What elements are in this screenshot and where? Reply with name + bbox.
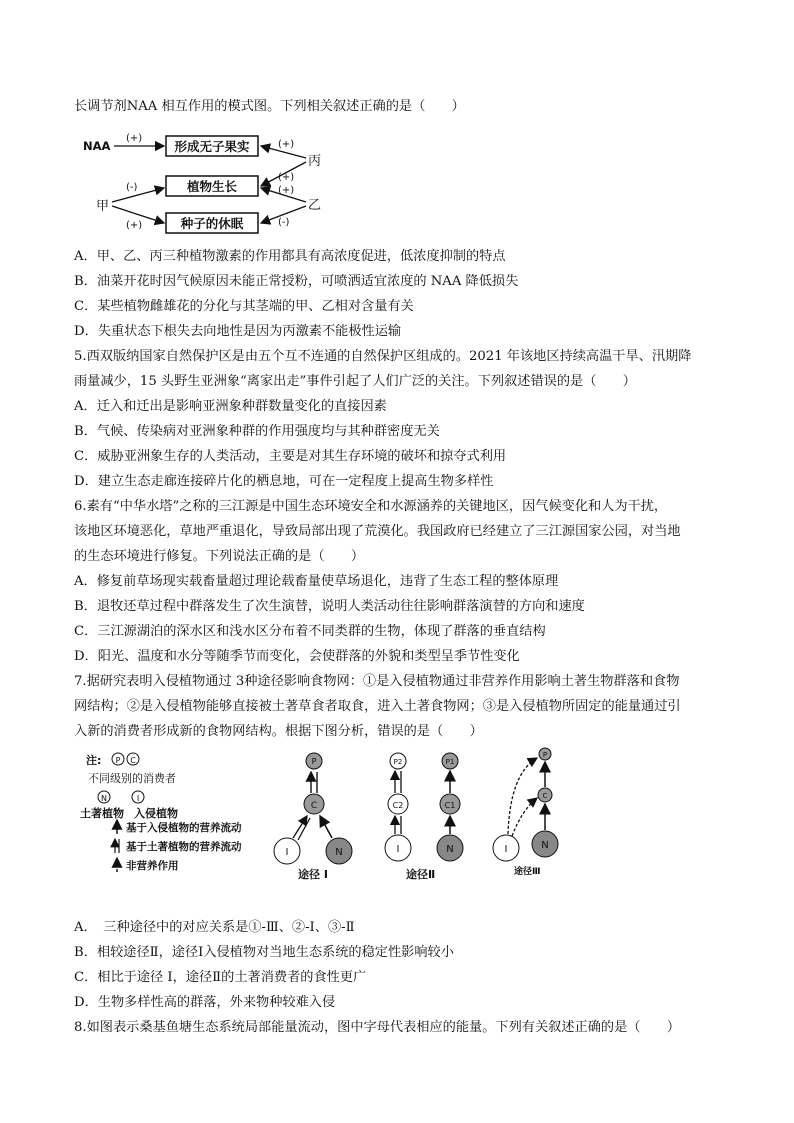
q8-stem: 8.如图表示桑基鱼塘生态系统局部能量流动，图中字母代表相应的能量。下列有关叙述正确的是（ ） bbox=[74, 1020, 681, 1035]
minus-yi: (-) bbox=[278, 217, 290, 228]
q4-option-a: A．甲、乙、丙三种植物激素的作用都具有高浓度促进，低浓度抑制的特点 bbox=[74, 249, 506, 264]
legend-p: P bbox=[115, 756, 121, 765]
plus-naa: (+) bbox=[126, 133, 143, 144]
q5-stem-2: 雨量减少，15 头野生亚洲象“离家出走”事件引起了人们广泛的关注。下列叙述错误的是（ ） bbox=[74, 374, 636, 389]
legend-invasive-flow: 基于入侵植物的营养流动 bbox=[126, 822, 242, 834]
path2-c2: C2 bbox=[392, 801, 404, 810]
path2-c1: C1 bbox=[444, 801, 456, 810]
q4-option-c: C．某些植物雌雄花的分化与其茎端的甲、乙相对含量有关 bbox=[74, 299, 414, 314]
q7-option-c: C．相比于途径 I，途径Ⅱ的土著消费者的食性更广 bbox=[74, 970, 367, 985]
legend-non-trophic: 非营养作用 bbox=[126, 860, 179, 872]
path3-c: C bbox=[542, 792, 548, 800]
note-label: 注: bbox=[86, 754, 102, 767]
q5-option-d: D．建立生态走廊连接碎片化的栖息地，可在一定程度上提高生物多样性 bbox=[74, 474, 494, 489]
legend-c: C bbox=[130, 756, 136, 765]
path2-i: I bbox=[396, 844, 400, 855]
plus-yi: (+) bbox=[278, 185, 295, 196]
path2-p1: P1 bbox=[445, 758, 455, 766]
q6-stem-3: 的生态环境进行修复。下列说法正确的是（ ） bbox=[74, 549, 365, 564]
q4-option-b: B．油菜开花时因气候原因未能正常授粉，可喷洒适宜浓度的 NAA 降低损失 bbox=[74, 274, 519, 289]
q6-stem-1: 6.素有“中华水塔”之称的三江源是中国生态环境安全和水源涵养的关键地区，因气候变化和人为干扰， bbox=[74, 499, 668, 514]
path3-p: P bbox=[542, 751, 548, 759]
path1-n: N bbox=[335, 847, 343, 858]
plus-bing-1: (+) bbox=[278, 139, 295, 150]
path1-c: C bbox=[310, 801, 318, 811]
yi-label: 乙 bbox=[308, 198, 322, 213]
consumer-label: 不同级别的消费者 bbox=[88, 772, 176, 785]
minus-jia: (-) bbox=[126, 182, 138, 193]
q6-option-d: D．阳光、温度和水分等随季节而变化，会使群落的外貌和类型呈季节性变化 bbox=[74, 649, 520, 664]
q6-stem-2: 该地区环境恶化，草地严重退化，导致局部出现了荒漠化。我国政府已经建立了三江源国家公园，对当地 bbox=[74, 524, 681, 539]
q6-option-b: B．退牧还草过程中群落发生了次生演替，说明人类活动往往影响群落演替的方向和速度 bbox=[74, 599, 585, 614]
q6-option-a: A．修复前草场现实载畜量超过理论载畜量使草场退化，违背了生态工程的整体原理 bbox=[74, 574, 559, 589]
legend-native-flow: 基于土著植物的营养流动 bbox=[126, 841, 242, 853]
path2-p2: P2 bbox=[393, 758, 403, 766]
native-plant-label: 土著植物 bbox=[80, 807, 124, 820]
plus-bing-2: (+) bbox=[278, 172, 295, 183]
legend-i: I bbox=[136, 794, 140, 803]
legend-n: N bbox=[101, 794, 107, 803]
path2-n: N bbox=[446, 844, 454, 855]
path3-n: N bbox=[541, 840, 549, 851]
q5-stem-1: 5.西双版纳国家自然保护区是由五个互不连通的自然保护区组成的。2021 年该地区持续高温干旱、汛期降 bbox=[74, 349, 692, 364]
path2-label: 途径Ⅱ bbox=[406, 868, 436, 881]
plus-jia: (+) bbox=[126, 220, 143, 231]
box3-label: 种子的休眠 bbox=[180, 216, 244, 231]
q7-stem-1: 7.据研究表明入侵植物通过 3种途径影响食物网：①是入侵植物通过非营养作用影响土著生物群落和食物 bbox=[74, 674, 680, 689]
food-web-diagram bbox=[74, 744, 574, 886]
path1-i: I bbox=[285, 847, 289, 858]
q7-option-b: B．相较途径Ⅱ，途径Ⅰ入侵植物对当地生态系统的稳定性影响较小 bbox=[74, 945, 454, 960]
q5-option-b: B．气候、传染病对亚洲象种群的作用强度均与其种群密度无关 bbox=[74, 424, 440, 439]
naa-label: NAA bbox=[83, 139, 111, 153]
q4-option-d: D．失重状态下根失去向地性是因为丙激素不能极性运输 bbox=[74, 324, 402, 339]
q7-stem-2: 网结构；②是入侵植物能够直接被土著草食者取食，进入土著食物网；③是入侵植物所固定的能量通过引 bbox=[74, 699, 681, 714]
jia-label: 甲 bbox=[96, 199, 110, 214]
invasive-plant-label: 入侵植物 bbox=[134, 807, 178, 820]
hormone-diagram bbox=[80, 128, 340, 238]
q5-option-a: A．迁入和迁出是影响亚洲象种群数量变化的直接因素 bbox=[74, 399, 387, 414]
path3-label: 途径Ⅲ bbox=[514, 867, 541, 877]
q7-stem-3: 入新的消费者形成新的食物网结构。根据下图分析，错误的是（ ） bbox=[74, 724, 483, 739]
q5-option-c: C．威胁亚洲象生存的人类活动，主要是对其生存环境的破坏和掠夺式利用 bbox=[74, 449, 507, 464]
q7-option-d: D．生物多样性高的群落，外来物种较难入侵 bbox=[74, 995, 336, 1010]
path3-i: I bbox=[504, 844, 508, 855]
path1-p: P bbox=[311, 757, 317, 766]
box1-label: 形成无子果实 bbox=[174, 139, 250, 154]
q7-option-a: A． 三种途径中的对应关系是①-Ⅲ、②-Ⅰ、③-Ⅱ bbox=[74, 920, 355, 935]
intro-text: 长调节剂NAA 相互作用的模式图。下列相关叙述正确的是（ ） bbox=[74, 99, 465, 114]
bing-label: 丙 bbox=[308, 154, 322, 169]
q6-option-c: C．三江源湖泊的深水区和浅水区分布着不同类群的生物，体现了群落的垂直结构 bbox=[74, 624, 546, 639]
path1-label: 途径 Ⅰ bbox=[298, 868, 328, 881]
box2-label: 植物生长 bbox=[186, 179, 238, 194]
